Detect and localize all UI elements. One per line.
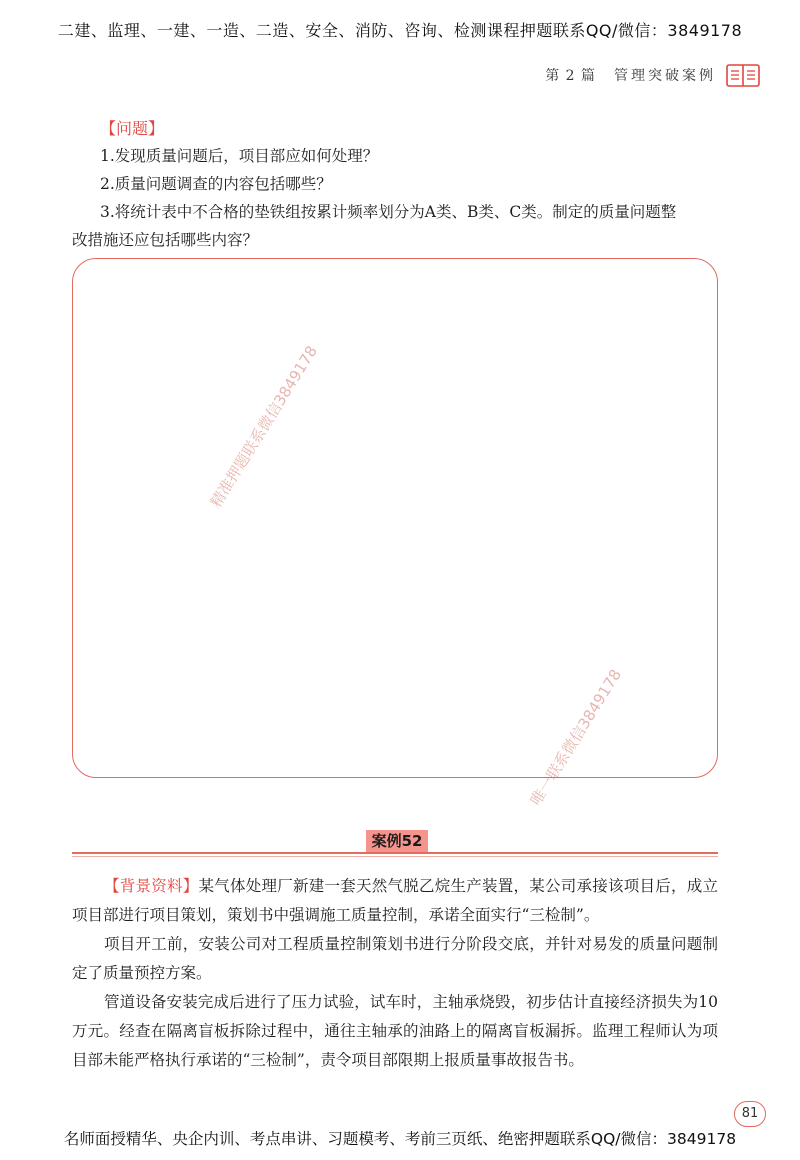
chapter-header bbox=[545, 60, 760, 90]
question-2: 2.质量问题调查的内容包括哪些？ bbox=[100, 175, 332, 193]
question-3-line1: 3.将统计表中不合格的垫铁组按累计频率划分为A类、B类、C类。制定的质量问题整 bbox=[100, 203, 677, 221]
question-1: 1.发现质量问题后，项目部应如何处理？ bbox=[100, 147, 379, 165]
background-paragraph-2: 项目开工前，安装公司对工程质量控制策划书进行分阶段交底，并针对易发的质量问题制定了质量预控方案。 bbox=[72, 935, 718, 982]
background-paragraph-3: 管道设备安装完成后进行了压力试验，试车时，主轴承烧毁，初步估计直接经济损失为10万元。经查在隔离盲板拆除过程中，通往主轴承的油路上的隔离盲板漏拆。监理工程师认为项目部未能严格执行承诺的“三检制”，责令项目部限期上报质量事故报告书。 bbox=[72, 993, 718, 1069]
questions-heading-text: 问题 bbox=[116, 119, 149, 138]
footer-banner: 名师面授精华、央企内训、考点串讲、习题模考、考前三页纸、绝密押题联系QQ/微信：3849178 bbox=[63, 1130, 737, 1148]
watermark-2: 唯一联系微信3849178 bbox=[526, 666, 626, 809]
page-number: 81 bbox=[734, 1101, 766, 1127]
watermark-1: 精准押题联系微信3849178 bbox=[206, 342, 321, 511]
case-divider bbox=[72, 852, 718, 854]
questions-heading: 【问题】 bbox=[100, 119, 165, 138]
answer-box[interactable] bbox=[72, 258, 718, 778]
background-text-1: 某气体处理厂新建一套天然气脱乙烷生产装置，某公司承接该项目后，成立项目部进行项目策划，策划书中强调施工质量控制，承诺全面实行“三检制”。 bbox=[72, 877, 718, 924]
background-paragraph-1 bbox=[72, 872, 718, 930]
header-banner: 二建、监理、一建、一造、二造、安全、消防、咨询、检测课程押题联系QQ/微信：3849178 bbox=[57, 21, 743, 40]
case-divider-thin bbox=[72, 856, 718, 857]
book-icon bbox=[726, 62, 760, 88]
chapter-part: 第 2 篇 bbox=[545, 68, 596, 84]
case-title: 案例52 bbox=[366, 830, 428, 852]
question-3-line2: 改措施还应包括哪些内容？ bbox=[72, 231, 259, 249]
background-tag: 【背景资料】 bbox=[104, 877, 199, 895]
chapter-name: 管理突破案例 bbox=[614, 68, 716, 84]
